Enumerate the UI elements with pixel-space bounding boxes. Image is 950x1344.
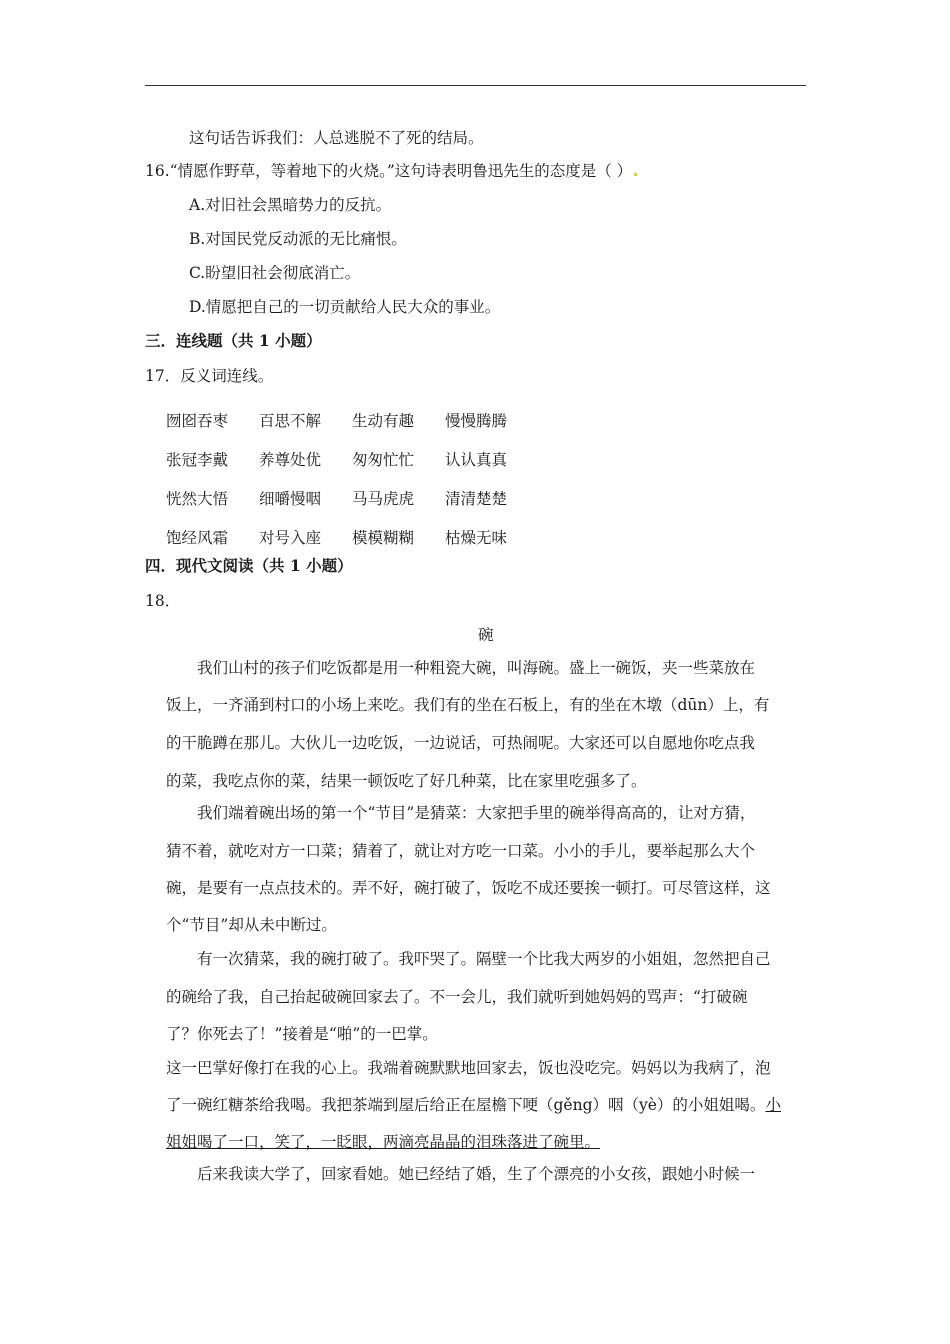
passage-line: 的碗给了我，自己抬起破碗回家去了。不一会儿，我们就听到她妈妈的骂声：“打破碗	[166, 988, 748, 1006]
passage-line-text: 了一碗红糖茶给我喝。我把茶端到屋后给正在屋檐下哽（gěng）咽（yè）的小姐姐喝。	[166, 1096, 766, 1114]
passage-line: 的干脆蹲在那儿。大伙儿一边吃饭，一边说话，可热闹呢。大家还可以自愿地你吃点我	[166, 734, 756, 752]
q16-option-a: A.对旧社会黑暗势力的反抗。	[189, 196, 392, 214]
antonym-word[interactable]: 对号入座	[259, 528, 322, 547]
section3-heading: 三．连线题（共 1 小题）	[145, 331, 322, 350]
antonym-row	[166, 400, 538, 439]
antonym-word[interactable]: 清清楚楚	[445, 489, 508, 508]
antonym-row	[166, 517, 538, 556]
antonym-word[interactable]: 张冠李戴	[166, 450, 229, 469]
passage-line: 碗，是要有一点点技术的。弄不好，碗打破了，饭吃不成还要挨一顿打。可尽管这样，这	[166, 879, 771, 897]
underlined-text: 小	[765, 1096, 781, 1114]
underlined-sentence: 姐姐喝了一口，笑了，一眨眼，两滴亮晶晶的泪珠落进了碗里。	[166, 1133, 601, 1151]
q16-option-b: B.对国民党反动派的无比痛恨。	[189, 230, 407, 248]
q17-stem: 17．反义词连线。	[145, 367, 274, 385]
antonym-word[interactable]: 模模糊糊	[352, 528, 415, 547]
passage-title: 碗	[478, 626, 494, 644]
q16-option-c: C.盼望旧社会彻底消亡。	[189, 264, 361, 282]
antonym-grid	[166, 400, 538, 556]
antonym-word[interactable]: 养尊处优	[259, 450, 322, 469]
passage-line: 个“节目”却从未中断过。	[166, 916, 337, 934]
antonym-row	[166, 478, 538, 517]
passage-line: 后来我读大学了，回家看她。她已经结了婚，生了个漂亮的小女孩，跟她小时候一	[197, 1165, 756, 1183]
antonym-word[interactable]: 细嚼慢咽	[259, 489, 322, 508]
antonym-word[interactable]: 马马虎虎	[352, 489, 415, 508]
antonym-word[interactable]: 恍然大悟	[166, 489, 229, 508]
antonym-word[interactable]: 百思不解	[259, 411, 322, 430]
antonym-word[interactable]: 囫囵吞枣	[166, 411, 229, 430]
q16-option-d: D.情愿把自己的一切贡献给人民大众的事业。	[189, 298, 501, 316]
antonym-word[interactable]: 认认真真	[445, 450, 508, 469]
q18-label: 18．	[145, 592, 181, 610]
passage-line: 这一巴掌好像打在我的心上。我端着碗默默地回家去，饭也没吃完。妈妈以为我病了，泡	[166, 1059, 771, 1077]
antonym-row	[166, 439, 538, 478]
passage-line	[166, 1095, 781, 1115]
antonym-word[interactable]: 生动有趣	[352, 411, 415, 430]
passage-line: 有一次猜菜，我的碗打破了。我吓哭了。隔壁一个比我大两岁的小姐姐，忽然把自己	[197, 950, 771, 968]
q15-note: 这句话告诉我们：人总逃脱不了死的结局。	[189, 129, 484, 147]
q16-stem	[145, 161, 637, 181]
antonym-word[interactable]: 枯燥无味	[445, 528, 508, 547]
header-rule	[145, 85, 806, 86]
passage-line: 饭上，一齐涌到村口的小场上来吃。我们有的坐在石板上，有的坐在木墩（dūn）上，有	[166, 696, 770, 714]
passage-line: 猜不着，就吃对方一口菜；猜着了，就让对方吃一口菜。小小的手儿，要举起那么大个	[166, 842, 756, 860]
passage-line: 我们端着碗出场的第一个“节目”是猜菜：大家把手里的碗举得高高的，让对方猜，	[197, 804, 756, 822]
passage-line: 的菜，我吃点你的菜，结果一顿饭吃了好几种菜，比在家里吃强多了。	[166, 772, 647, 790]
q16-stem-text: 16.“情愿作野草，等着地下的火烧。”这句诗表明鲁迅先生的态度是（ ）	[145, 162, 633, 180]
mark-dot	[634, 173, 637, 176]
antonym-word[interactable]: 匆匆忙忙	[352, 450, 415, 469]
section4-heading: 四．现代文阅读（共 1 小题）	[145, 556, 353, 575]
antonym-word[interactable]: 慢慢腾腾	[445, 411, 508, 430]
passage-line: 了？你死去了！”接着是“啪”的一巴掌。	[166, 1025, 438, 1043]
antonym-word[interactable]: 饱经风霜	[166, 528, 229, 547]
passage-line: 我们山村的孩子们吃饭都是用一种粗瓷大碗，叫海碗。盛上一碗饭，夹一些菜放在	[197, 659, 756, 677]
